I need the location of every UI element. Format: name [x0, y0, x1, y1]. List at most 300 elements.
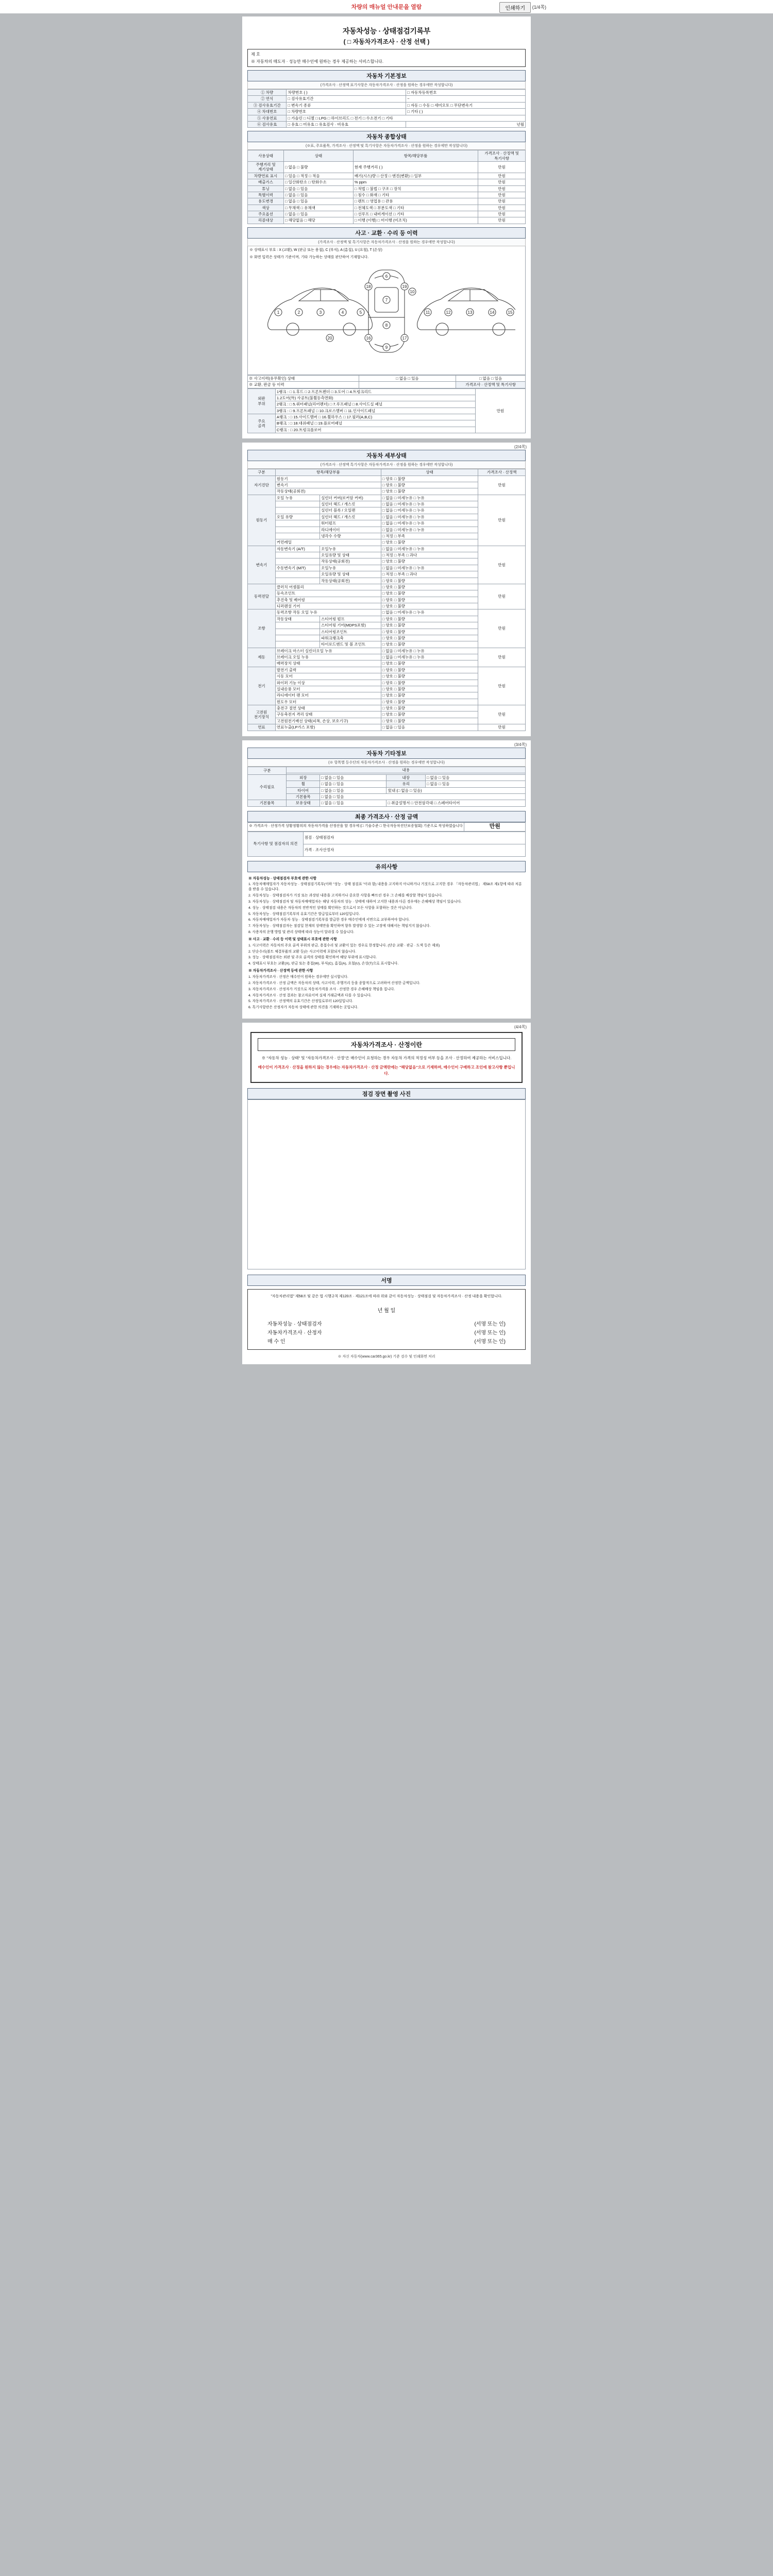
detail-group-label: 연료 [248, 724, 276, 731]
detail-item-name: 오일 누유 [275, 495, 320, 501]
detail-item-name [275, 527, 320, 533]
detail-item-part: 실린더 블록 / 오일팬 [320, 507, 381, 514]
accident-history-label: ※ 사고이력(유무확인) 상태 [248, 375, 359, 381]
detail-item-name: 클러치 어셈블리 [275, 584, 381, 590]
col-header: 상태 [381, 469, 478, 476]
table-row [248, 375, 526, 381]
table-row [248, 192, 526, 198]
row-detail[interactable]: □ 적법 □ 불법 □ 구조 □ 장치 [353, 185, 478, 192]
detail-item-state[interactable]: □ 없음 □ 미세누유 □ 누유 [381, 609, 478, 616]
detail-item-state[interactable]: □ 양호 □ 불량 [381, 539, 478, 546]
signature-stamp[interactable]: (서명 또는 인) [474, 1339, 506, 1345]
detail-group-label: 조향 [248, 609, 276, 648]
caution-line: 1. 자동차매매업자가 자동차성능 · 상태점검기록부(이하 "성능 · 상태 점검표 "이라 함) 내용을 고지하지 아니하거나 거짓으로 고지한 경우 「자동차관리법」 제58조 제1항에 따라 처분을 받을 수 있습니다. [248, 883, 522, 892]
detail-item-state[interactable]: □ 없음 □ 미세누유 □ 누유 [381, 501, 478, 507]
signature-date[interactable]: 년 월 일 [377, 1308, 396, 1314]
special-note-appraiser[interactable]: 가격 · 조사산정자 [303, 844, 525, 856]
detail-item-part: 라디에이터 [320, 527, 381, 533]
detail-group-label: 원동기 [248, 495, 276, 546]
etc-item: 휠 [287, 781, 320, 787]
table-row [248, 476, 526, 482]
detail-item-name [275, 520, 320, 527]
footer-note: ※ 자신 자동차(www.car365.go.kr) 기준 검수 및 인쇄화면 처리 [338, 1355, 435, 1359]
detail-item-state[interactable]: □ 양호 □ 불량 [381, 482, 478, 488]
detail-item-name: 구동축전지 격리 상태 [275, 711, 381, 718]
etc-item: 타이어 [287, 787, 320, 793]
row-label: 주행거리 및 계기상태 [248, 162, 284, 173]
detail-item-part: 스티어링 기어(MDPS포함) [320, 622, 381, 629]
accident-amount[interactable]: 만원 [475, 388, 525, 433]
detail-item-part: 스티어링조인트 [320, 629, 381, 635]
row-label: 용도변경 [248, 198, 284, 205]
table-row [248, 179, 526, 185]
table-row [248, 162, 526, 173]
col-header: 구분 [248, 767, 287, 774]
detail-group-amount[interactable]: 만원 [478, 667, 526, 705]
table-row [248, 705, 526, 711]
detail-item-name: 수동변속기 (M/T) [275, 565, 320, 571]
caution-line: 3. 성능 · 상태점검자는 외판 및 주요 골격의 상태를 확인하여 해당 부위에 표시합니다. [248, 956, 377, 960]
basic-label: ③ 검사유효기간 [248, 102, 287, 108]
detail-item-name: 오일 유량 [275, 514, 320, 520]
detail-item-state[interactable]: □ 없음 □ 미세누유 □ 누유 [381, 654, 478, 660]
row-amount[interactable]: 만원 [478, 173, 526, 179]
detail-item-name: 원동기 [275, 476, 381, 482]
row-amount[interactable]: 만원 [478, 192, 526, 198]
detail-item-state[interactable]: □ 양호 □ 불량 [381, 667, 478, 673]
detail-item-name [275, 571, 320, 578]
row-detail[interactable]: □ 침수 □ 화재 □ 기타 [353, 192, 478, 198]
detail-item-state[interactable]: □ 양호 □ 불량 [381, 558, 478, 565]
outer-rank-3[interactable]: 3랭크 : □ 9.프론트패널 □ 10.크로스멤버 □ 11.인사이드패널 [275, 408, 475, 414]
basic-value[interactable]: □ 차량번호 [287, 109, 406, 115]
row-amount[interactable]: 만원 [478, 179, 526, 185]
detail-item-state[interactable]: □ 양호 □ 불량 [381, 673, 478, 680]
exchange-history-value[interactable] [359, 382, 456, 388]
basic-label: ② 연식 [248, 96, 287, 102]
row-detail[interactable]: 현재 주행거리 ( ) [353, 162, 478, 173]
signature-box [247, 1289, 526, 1350]
detail-item-state[interactable]: □ 양호 □ 불량 [381, 578, 478, 584]
signature-stamp[interactable]: (서명 또는 인) [474, 1330, 506, 1336]
signature-role: 매 수 인 [267, 1339, 285, 1345]
detail-item-name: 충전구 절연 상태 [275, 705, 381, 711]
photo-section-title: 점검 장면 촬영 사진 [247, 1088, 526, 1099]
detail-item-name: 추진축 및 베어링 [275, 597, 381, 603]
svg-text:5: 5 [359, 310, 362, 315]
caution-line: 5. 자동차성능 · 상태점검기록부의 유효기간은 발급일로부터 120일입니다. [248, 912, 360, 916]
row-detail[interactable]: 배기(시스)량 □ 산정 □ 엔진(변환) □ 일부 [353, 173, 478, 179]
signature-role: 자동차성능 · 상태점검자 [267, 1321, 322, 1328]
row-amount[interactable]: 만원 [478, 205, 526, 211]
detail-item-name: 라디에이터 팬 모터 [275, 692, 381, 699]
detail-item-part: 스티어링 펌프 [320, 616, 381, 622]
detail-group-amount[interactable]: 만원 [478, 609, 526, 648]
table-row [248, 609, 526, 616]
caution-line: 4. 성능 · 상태점검 내용은 자동차의 전반적인 상태를 확인하는 것으로서 모든 사항을 포함하는 것은 아닙니다. [248, 906, 413, 910]
etc-item: 기본품목 [287, 794, 320, 800]
svg-text:7: 7 [385, 297, 388, 302]
signature-row [252, 1319, 521, 1328]
basic-value[interactable]: □ 자동차등록번호 [406, 90, 526, 96]
etc-state[interactable]: 室내 (□ 없음 □ 있음) [386, 787, 526, 793]
table-row [248, 205, 526, 211]
signature-legal-note: "자동차관리법" 제58조 및 같은 법 시행규칙 제120조 · 제121조에 따라 위와 같이 자동차성능 · 상태점검 및 자동차가격조사 · 산정 내용을 확인합니다. [271, 1295, 502, 1299]
exchange-history-label: ※ 교환, 판금 등 이력 [248, 382, 359, 388]
sheet-page-1 [242, 16, 531, 438]
detail-item-state[interactable]: □ 양호 □ 불량 [381, 705, 478, 711]
etc-state[interactable]: □ 없음 □ 있음 [320, 800, 386, 806]
page-2-indicator: (2/4쪽) [514, 445, 527, 450]
detail-item-state[interactable]: □ 적정 □ 부족 [381, 533, 478, 539]
basic-value[interactable]: □ 변속기 종류 [287, 102, 406, 108]
appraisal-definition-warning: 매수인이 가격조사 · 산정을 원하지 않는 경우에는 자동차가격조사 · 산정 금액란에는 "해당없음"으로 기재하며, 매수인이 구매하고 조인에 참고사항 뿐입니다. [258, 1065, 515, 1076]
etc-item: 내장 [386, 774, 425, 781]
frame-label: 주요 골격 [248, 414, 276, 433]
page-3-indicator: (3/4쪽) [514, 742, 527, 747]
frame-rank-a[interactable]: A랭크 : □ 15.사이드멤버 □ 16.휠하우스 □ 17.필러(A,B,C) [275, 414, 475, 420]
detail-item-state[interactable]: □ 없음 □ 미세누유 □ 누유 [381, 546, 478, 552]
detail-item-state[interactable]: □ 양호 □ 불량 [381, 641, 478, 648]
detail-item-state[interactable]: □ 양호 □ 불량 [381, 616, 478, 622]
detail-item-state[interactable]: □ 양호 □ 불량 [381, 692, 478, 699]
basic-label: ⑤ 사용연료 [248, 115, 287, 121]
detail-item-name [275, 629, 320, 635]
row-detail[interactable]: □ 전체도색 □ 부분도색 □ 기타 [353, 205, 478, 211]
svg-text:16: 16 [366, 335, 371, 341]
detail-item-state[interactable]: □ 양호 □ 불량 [381, 590, 478, 597]
svg-text:2: 2 [297, 310, 300, 315]
detail-item-state[interactable]: □ 없음 □ 있음 [381, 724, 478, 731]
sheet-page-3 [242, 740, 531, 1019]
detail-item-part: 워터펌프 [320, 520, 381, 527]
detail-item-state[interactable]: □ 양호 □ 불량 [381, 622, 478, 629]
detail-group-amount[interactable]: 만원 [478, 476, 526, 495]
detail-item-state[interactable]: □ 양호 □ 불량 [381, 603, 478, 609]
detail-item-state[interactable]: □ 없음 □ 미세누유 □ 누유 [381, 527, 478, 533]
detail-item-state[interactable]: □ 양호 □ 불량 [381, 680, 478, 686]
table-row [248, 96, 526, 102]
col-header: 항목/해당부품 [275, 469, 381, 476]
row-amount[interactable]: 만원 [478, 185, 526, 192]
basic-value[interactable]: □ 가솔린 □ 디젤 □ LPG □ 하이브리드 □ 전기 □ 수소전기 □ 기타 [287, 115, 526, 121]
detail-state-table [247, 469, 526, 731]
panel-frame-table [247, 388, 526, 434]
detail-item-state[interactable]: □ 없음 □ 미세누유 □ 누유 [381, 648, 478, 654]
caution-heading: ※ 사고 · 교환 · 수리 등 이력 및 상태표시 부호에 관한 사항 [248, 937, 337, 941]
caution-line: 2. 단순수리(볼트 체결부품의 교환 등)는 사고이력에 포함되지 않습니다. [248, 950, 357, 954]
doc-header-box [247, 49, 526, 67]
row-amount[interactable]: 만원 [478, 211, 526, 217]
detail-item-state[interactable]: □ 양호 □ 불량 [381, 629, 478, 635]
detail-item-state[interactable]: □ 양호 □ 불량 [381, 718, 478, 724]
etc-item: 보유상태 [287, 800, 320, 806]
caution-heading: ※ 자동차성능 · 상태점검자 부호에 관한 사항 [248, 876, 317, 880]
etc-state[interactable]: □ 없음 □ 있음 [425, 774, 525, 781]
final-price-title: 최종 가격조사 · 산정 금액 [247, 811, 526, 822]
accident-history-value[interactable]: □ 없음 □ 있음 [359, 375, 456, 381]
table-row [248, 198, 526, 205]
outer-panel-label: 외판 부위 [248, 388, 276, 414]
top-bar [0, 0, 773, 13]
table-row [248, 211, 526, 217]
caution-line: 3. 자동차가격조사 · 산정자가 거짓으로 자동차가격을 조사 · 산정한 경우 손해배상 책임을 집니다. [248, 987, 395, 991]
svg-text:8: 8 [385, 323, 388, 328]
table-row [248, 774, 526, 781]
detail-item-name: 와이퍼 기능 이상 [275, 680, 381, 686]
detail-item-name: 디퍼렌셜 기어 [275, 603, 381, 609]
detail-item-part: 작동상태(공회전) [320, 558, 381, 565]
caution-line: 6. 자동차매매업자가 자동차 성능 · 상태점검기록부를 발급한 경우 매수인에게 서면으로 교부하여야 합니다. [248, 918, 410, 922]
row-state[interactable]: □ 없음 □ 있음 [284, 211, 354, 217]
svg-text:14: 14 [490, 310, 495, 315]
detail-item-name: 발전기 출력 [275, 667, 381, 673]
row-state[interactable]: □ 없음 □ 불량 [284, 162, 354, 173]
detail-item-name: 커먼레일 [275, 539, 381, 546]
caution-line: 2. 자동차성능 · 상태점검자가 거짓 또는 과장된 내용을 고지하거나 중요한 사항을 빠뜨린 경우 그 손해를 배상할 책임이 있습니다. [248, 894, 443, 898]
table-row [248, 121, 526, 127]
detail-item-state[interactable]: □ 양호 □ 불량 [381, 660, 478, 667]
etc-state[interactable]: □ 없음 □ 있음 [425, 781, 525, 787]
caution-line: 8. 사용자의 운행 방법 및 관리 상태에 따라 성능이 달라질 수 있습니다. [248, 930, 355, 935]
detail-item-name [275, 578, 320, 584]
detail-item-name: 변속기 [275, 482, 381, 488]
table-header-row [248, 469, 526, 476]
basic-value[interactable]: ~ [406, 96, 526, 102]
section-overall-title: 자동차 종합상태 [247, 131, 526, 142]
table-row [248, 584, 526, 590]
car-diagram-container [247, 246, 526, 375]
section-accident-note: (가격조사 · 산정액 및 특기사항은 자동차가격조사 · 산정을 원하는 경우에만 작성합니다) [247, 239, 526, 246]
row-state[interactable]: □ 해당없음 □ 해당 [284, 217, 354, 224]
table-header-row [248, 150, 526, 162]
detail-item-state[interactable]: □ 적정 □ 부족 □ 과다 [381, 552, 478, 558]
svg-text:9: 9 [385, 345, 388, 350]
detail-item-state[interactable]: □ 양호 □ 불량 [381, 686, 478, 692]
frame-rank-b[interactable]: B랭크 : □ 18.대쉬패널 □ 19.플로어패널 [275, 420, 475, 427]
section-detail-title: 자동차 세부상태 [247, 450, 526, 461]
detail-item-state[interactable]: □ 양호 □ 불량 [381, 597, 478, 603]
detail-item-name: 연료누출(LP가스 포함) [275, 724, 381, 731]
detail-group-label: 변속기 [248, 546, 276, 584]
table-row [248, 173, 526, 179]
signature-row [252, 1328, 521, 1336]
print-button[interactable]: 인쇄하기 [499, 2, 531, 13]
basic-label: ① 차량 [248, 90, 287, 96]
row-label: 배출가스 [248, 179, 284, 185]
caution-line: 7. 자동차성능 · 상태점검자는 점검일 현재의 상태만을 확인하며 향후 발생할 수 있는 고장에 대해서는 책임지지 않습니다. [248, 924, 431, 928]
detail-item-name: 실내송풍 모터 [275, 686, 381, 692]
sheet-page-2 [242, 443, 531, 736]
detail-group-amount[interactable]: 만원 [478, 648, 526, 667]
etc-info-table [247, 767, 526, 807]
outer-rank-1[interactable]: 1랭크 : □ 1.후드 □ 2.프론트펜더 □ 3.도어 □ 4.트렁크리드 [275, 388, 475, 395]
row-detail[interactable]: □ 선루프 □ 내비게이션 □ 기타 [353, 211, 478, 217]
table-row [248, 115, 526, 121]
detail-item-part: 오일유량 및 상태 [320, 571, 381, 578]
etc-item: 유리 [386, 781, 425, 787]
detail-item-name: 윈도우 모터 [275, 699, 381, 705]
detail-group-label: 제동 [248, 648, 276, 667]
row-detail[interactable]: □ 이행 (이행) □ 미이행 (미조치) [353, 217, 478, 224]
outer-rank-2[interactable]: 2랭크 : □ 5.쿼터패널(리어펜더) □ 7.루프패널 □ 8.사이드실 패널 [275, 401, 475, 408]
section-overall-note: (※표, 주요품목, 가격조사 · 산정액 및 특기사항은 자동차가격조사 · 산정을 원하는 경우에만 작성합니다) [247, 142, 526, 150]
basic-value[interactable]: □ 자동 □ 수동 □ 세미오토 □ 무단변속기 [406, 102, 526, 108]
basic-value[interactable]: □ 검사유효기간 [287, 96, 406, 102]
detail-item-name [275, 533, 320, 539]
detail-item-name [275, 507, 320, 514]
detail-group-amount[interactable]: 만원 [478, 584, 526, 609]
detail-item-state[interactable]: □ 양호 □ 불량 [381, 476, 478, 482]
basic-value[interactable]: 차량번호 ( ) [287, 90, 406, 96]
detail-item-part: 실린더 헤드 / 개스킷 [320, 514, 381, 520]
detail-item-part: 작동상태(공회전) [320, 578, 381, 584]
detail-item-part: 실린더 헤드 / 개스킷 [320, 501, 381, 507]
row-amount[interactable]: 만원 [478, 198, 526, 205]
row-state[interactable]: □ 없음 □ 있음 [284, 192, 354, 198]
etc-state[interactable]: □ 없음 □ 있음 [320, 787, 386, 793]
table-row [248, 185, 526, 192]
col-header: 가격조사 · 산정액 및 특기사항 [478, 150, 526, 162]
overall-state-table [247, 150, 526, 224]
detail-item-name: 등속조인트 [275, 590, 381, 597]
detail-item-state[interactable]: □ 양호 □ 불량 [381, 584, 478, 590]
svg-text:6: 6 [385, 274, 388, 279]
svg-text:19: 19 [402, 284, 407, 289]
top-bar-title: 차량의 매뉴얼 안내문을 열람 [351, 4, 422, 10]
frame-rank-c[interactable]: C랭크 : □ 20.트렁크플로어 [275, 427, 475, 433]
svg-text:4: 4 [341, 310, 344, 315]
photo-area [247, 1099, 526, 1269]
row-amount[interactable]: 만원 [478, 162, 526, 173]
signature-rows [252, 1319, 521, 1345]
detail-item-part: 오일누유 [320, 565, 381, 571]
detail-item-part: 오일누유 [320, 546, 381, 552]
svg-text:18: 18 [366, 284, 371, 289]
detail-group-amount[interactable]: 만원 [478, 495, 526, 546]
signature-row [252, 1336, 521, 1345]
table-row [248, 217, 526, 224]
signature-role: 자동차가격조사 · 산정자 [267, 1330, 322, 1336]
col-header: 구분 [248, 469, 276, 476]
caution-line: 4. 자동차가격조사 · 산정 결과는 참고자료이며 실제 거래금액과 다를 수 있습니다. [248, 993, 372, 997]
row-detail[interactable]: % ppm [353, 179, 478, 185]
table-row [248, 90, 526, 96]
col-header: 내용 [287, 767, 526, 773]
detail-item-name [275, 641, 320, 648]
detail-item-state[interactable]: □ 없음 □ 미세누유 □ 누유 [381, 495, 478, 501]
etc-item: 외장 [287, 774, 320, 781]
doc-header-note: ※ 자동차의 매도자 · 성능만 매수인에 원하는 경우 제공하는 서비스합니다. [251, 59, 383, 64]
outer-rank-1b[interactable]: 1.2도어(外) 사공트(불휠등측면화) [275, 395, 475, 401]
detail-item-state[interactable]: □ 없음 □ 미세누유 □ 누유 [381, 520, 478, 527]
final-price-note: ※ 가격조사 · 산정가격 상황정황의의 자동차가격을 산정산을 할 경우에 (□ 기술수준 □ 한국자동차진단보증협회) 기준으로 작성하였습니다 [248, 822, 464, 831]
row-state[interactable]: □ 있음 □ 적정 □ 적음 [284, 173, 354, 179]
detail-item-name: 배력장치 상태 [275, 660, 381, 667]
final-price-amount[interactable]: 만원 [464, 822, 526, 831]
table-row [248, 832, 526, 844]
row-state[interactable]: □ 무채색 □ 유채색 [284, 205, 354, 211]
table-row [248, 648, 526, 654]
svg-text:15: 15 [508, 310, 513, 315]
row-label: 차량연료 표시 [248, 173, 284, 179]
detail-item-name [275, 501, 320, 507]
detail-item-state[interactable]: □ 양호 □ 불량 [381, 488, 478, 495]
table-row [248, 495, 526, 501]
basic-value[interactable]: □ 기타 ( ) [406, 109, 526, 115]
svg-text:13: 13 [467, 310, 473, 315]
detail-group-amount[interactable]: 만원 [478, 705, 526, 724]
doc-number: 제 호 [251, 52, 260, 57]
detail-item-part: 실린더 커버(로커암 커버) [320, 495, 381, 501]
detail-item-name [275, 635, 320, 641]
detail-item-state[interactable]: □ 양호 □ 불량 [381, 635, 478, 641]
table-row [248, 388, 526, 395]
caution-line: 1. 사고이력은 자동차의 주요 골격 부위의 판금, 용접수리 및 교환이 있는 경우로 한정합니다. (단순 교환 · 판금 · 도색 등은 제외) [248, 943, 440, 947]
etc-state[interactable]: □ 없음 □ 있음 [320, 794, 526, 800]
basic-value[interactable]: □ 유효 □ 미유효 □ 유효검사 · 비유효 [287, 121, 406, 127]
table-row [248, 800, 526, 806]
row-detail[interactable]: □ 렌트 □ 영업용 □ 관용 [353, 198, 478, 205]
row-state[interactable]: □ 없음 □ 있음 [284, 185, 354, 192]
basic-amount: 년월 [406, 121, 526, 127]
row-state[interactable]: □ 일산화탄소 □ 탄화수소 [284, 179, 354, 185]
section-detail-note: (가격조사 · 산정액 특기사항은 자동차가격조사 · 산정을 원하는 경우에만 작성합니다) [247, 461, 526, 469]
detail-item-state[interactable]: □ 없음 □ 미세누유 □ 누유 [381, 507, 478, 514]
table-row [248, 546, 526, 552]
caution-line: 6. 특기사항란은 산정자가 자동차 상태에 관한 의견을 기재하는 곳입니다. [248, 1006, 359, 1010]
detail-item-state[interactable]: □ 없음 □ 미세누유 □ 누유 [381, 514, 478, 520]
diagram-note-2: ※ 화면 입력은 상태가 기준이며, 기타 가능하는 상태를 판단하여 기재합니다. [249, 255, 369, 259]
detail-group-amount[interactable]: 만원 [478, 724, 526, 731]
table-row [248, 667, 526, 673]
detail-item-part: 타이로드엔드 및 볼 조인트 [320, 641, 381, 648]
special-notes-label: 특기사항 및 점검자의 의견 [248, 832, 304, 856]
special-note-inspector[interactable]: 점검 · 상태점검자 [303, 832, 525, 844]
detail-group-label: 자기진단 [248, 476, 276, 495]
row-state[interactable]: □ 없음 □ 있음 [284, 198, 354, 205]
detail-item-state[interactable]: □ 양호 □ 불량 [381, 699, 478, 705]
section-etc-title: 자동차 기타정보 [247, 748, 526, 759]
table-row [248, 382, 526, 388]
caution-line: 5. 자동차가격조사 · 산정액의 유효기간은 산정일로부터 120일입니다. [248, 999, 354, 1004]
detail-item-state[interactable]: □ 양호 □ 불량 [381, 711, 478, 718]
etc-state[interactable]: □ 없음 □ 있음 [320, 781, 386, 787]
detail-item-name [275, 622, 320, 629]
signature-stamp[interactable]: (서명 또는 인) [474, 1321, 506, 1328]
appraisal-definition-text: ※ "자동차 성능 · 상태" 및 "자동차가격조사 · 산정"은 매수인이 요청하는 경우 자동차 가격의 적정성 여부 등을 조사 · 산정하여 제공하는 서비스입니다. [261, 1056, 512, 1061]
detail-item-state[interactable]: □ 적정 □ 부족 □ 과다 [381, 571, 478, 578]
row-amount[interactable]: 만원 [478, 217, 526, 224]
etc-state[interactable]: □ 취급설명서 □ 안전삼각대 □ 스페어타이어 [386, 800, 526, 806]
col-header: 가격조사 · 산정액 [478, 469, 526, 476]
etc-state[interactable]: □ 없음 □ 있음 [320, 774, 386, 781]
basic-label: ⑥ 검사유효 [248, 121, 287, 127]
col-header: 상태 [284, 150, 354, 162]
accident-history-amount[interactable]: □ 없음 □ 있음 [456, 375, 526, 381]
basic-info-table [247, 89, 526, 128]
cautions-body [247, 872, 526, 1014]
final-price-table [247, 822, 526, 832]
detail-item-state[interactable]: □ 없음 □ 미세누유 □ 누유 [381, 565, 478, 571]
col-header: 항목/해당부품 [353, 150, 478, 162]
svg-text:1: 1 [277, 310, 280, 315]
detail-item-name [275, 552, 320, 558]
detail-group-amount[interactable]: 만원 [478, 546, 526, 584]
page-4-indicator: (4/4쪽) [514, 1025, 527, 1030]
row-label: 주요옵션 [248, 211, 284, 217]
svg-text:12: 12 [446, 310, 451, 315]
